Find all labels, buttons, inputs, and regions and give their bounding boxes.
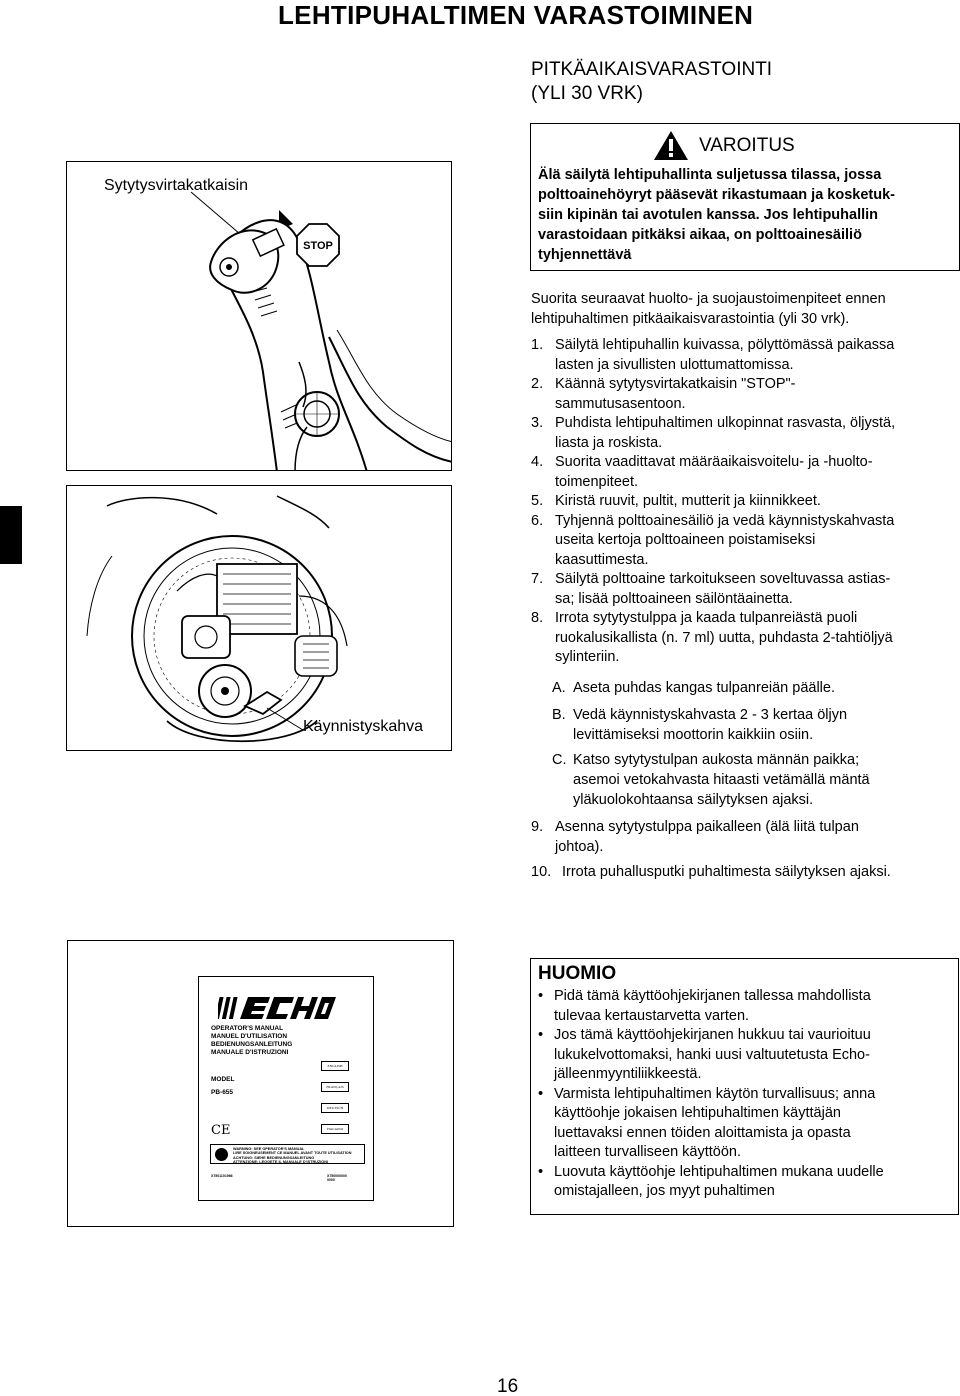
model-label: MODEL bbox=[211, 1076, 235, 1083]
step-line: Irrota sytytystulppa ja kaada tulpanreiästä puoli bbox=[555, 610, 858, 626]
step-item bbox=[531, 862, 960, 882]
language-tab: DEUTSCH bbox=[321, 1103, 349, 1113]
step-number: 3. bbox=[531, 415, 544, 431]
step-item bbox=[531, 512, 960, 571]
ce-mark: CE bbox=[211, 1123, 231, 1138]
step-line: sammutusasentoon. bbox=[555, 395, 686, 412]
step-text bbox=[555, 336, 960, 375]
warning-title: VAROITUS bbox=[699, 134, 795, 156]
warning-line: polttoainehöyryt pääsevät rikastumaan ja kosketuk- bbox=[538, 187, 895, 203]
step-number: 4. bbox=[531, 454, 544, 470]
substep-a bbox=[552, 678, 835, 698]
step-item bbox=[531, 609, 960, 668]
manual-warning-line: ACHTUNG: SIEHE BEDIENUNGSANLEITUNG bbox=[233, 1155, 315, 1160]
step-text bbox=[555, 817, 960, 857]
step-line: lasten ja sivullisten ulottumattomissa. bbox=[555, 356, 794, 373]
ignition-switch-label: Sytytysvirtakatkaisin bbox=[104, 177, 249, 194]
substep-b bbox=[552, 705, 847, 745]
bullet-icon: • bbox=[538, 988, 544, 1004]
step-item bbox=[531, 492, 960, 512]
manual-warning-line: WARNING: SEE OPERATOR'S MANUAL bbox=[233, 1147, 305, 1151]
note-item bbox=[538, 1163, 956, 1202]
stop-sign-text: STOP bbox=[303, 240, 333, 252]
note-item-text bbox=[554, 1026, 871, 1085]
manual-titles bbox=[211, 1025, 292, 1057]
note-item bbox=[538, 1026, 956, 1085]
note-item bbox=[538, 1085, 956, 1163]
language-tab: ITALIANO bbox=[321, 1124, 349, 1134]
model-number: PB-655 bbox=[211, 1089, 234, 1096]
read-manual-icon bbox=[215, 1148, 228, 1161]
substep-c bbox=[552, 750, 870, 810]
step-text bbox=[555, 375, 960, 414]
note-line: Luovuta käyttöohje lehtipuhaltimen mukana uudelle bbox=[554, 1163, 884, 1180]
note-line: Varmista lehtipuhaltimen käytön turvallisuus; anna bbox=[554, 1085, 876, 1102]
intro-line: lehtipuhaltimen pitkäaikaisvarastointia (yli 30 vrk). bbox=[531, 311, 850, 327]
step-line: Käännä sytytysvirtakatkaisin "STOP"- bbox=[555, 376, 796, 392]
step-9 bbox=[531, 817, 960, 857]
intro-line: Suorita seuraavat huolto- ja suojaustoimenpiteet ennen bbox=[531, 291, 886, 307]
note-line: tulevaa kertaustarvetta varten. bbox=[554, 1007, 750, 1024]
step-line: liasta ja roskista. bbox=[555, 434, 663, 451]
section-title-line: PITKÄAIKAISVARASTOINTI bbox=[531, 59, 773, 80]
manual-title-line: OPERATOR'S MANUAL bbox=[211, 1025, 284, 1032]
step-line: Puhdista lehtipuhaltimen ulkopinnat rasvasta, öljystä, bbox=[555, 415, 896, 431]
note-list bbox=[538, 987, 956, 1202]
step-item bbox=[531, 336, 960, 375]
step-number: 2. bbox=[531, 376, 544, 392]
step-text bbox=[555, 414, 960, 453]
note-box bbox=[530, 958, 959, 1215]
bullet-icon: • bbox=[538, 1027, 544, 1043]
manual-code-right bbox=[327, 1174, 347, 1182]
manual-cover-figure bbox=[67, 940, 454, 1227]
section-title bbox=[531, 58, 772, 106]
blower-engine-illustration bbox=[67, 486, 452, 751]
language-tab: ENGLISH bbox=[321, 1061, 349, 1071]
warning-line: Älä säilytä lehtipuhallinta suljetussa tilassa, jossa bbox=[538, 167, 882, 183]
intro-paragraph bbox=[531, 289, 957, 329]
manual-code-left: X7501101966 bbox=[211, 1174, 233, 1178]
step-number: 6. bbox=[531, 512, 544, 529]
echo-logo bbox=[218, 995, 336, 1021]
step-line: Tyhjennä polttoainesäiliö ja vedä käynnistyskahvasta bbox=[555, 512, 895, 529]
language-tab: FRANÇAIS bbox=[321, 1082, 349, 1092]
note-line: lukukelvottomaksi, hanki uusi valtuutetusta Echo- bbox=[554, 1046, 870, 1063]
step-line: sylinteriin. bbox=[555, 649, 620, 665]
step-number: 5. bbox=[531, 493, 544, 509]
warning-header bbox=[653, 130, 795, 161]
step-item bbox=[531, 453, 960, 492]
note-line: luettavaksi ennen töiden aloittamista ja opasta bbox=[554, 1124, 851, 1141]
step-number: 8. bbox=[531, 610, 544, 626]
step-line: Säilytä lehtipuhallin kuivassa, pölyttömässä paikassa bbox=[555, 337, 895, 353]
note-line: laitteen turvalliseen käyttöön. bbox=[554, 1144, 741, 1160]
warning-text bbox=[538, 165, 958, 265]
chapter-tab-marker bbox=[0, 506, 22, 564]
step-text bbox=[555, 512, 960, 571]
manual-title-line: BEDIENUNGSANLEITUNG bbox=[211, 1041, 293, 1048]
step-text bbox=[555, 492, 960, 512]
substep-line: Vedä käynnistyskahvasta 2 - 3 kertaa öljyn bbox=[573, 707, 848, 723]
manual-title-line: MANUEL D'UTILISATION bbox=[211, 1033, 288, 1040]
step-10 bbox=[531, 862, 960, 882]
starter-handle-label: Käynnistyskahva bbox=[303, 718, 424, 735]
substep-letter: C. bbox=[552, 752, 567, 768]
bullet-icon: • bbox=[538, 1085, 544, 1102]
note-title: HUOMIO bbox=[538, 963, 617, 984]
page-number: 16 bbox=[497, 1376, 519, 1396]
substep-line: Aseta puhdas kangas tulpanreiän päälle. bbox=[573, 680, 835, 696]
step-line: useita kertoja polttoaineen poistamiseksi bbox=[555, 532, 816, 548]
step-line: Kiristä ruuvit, pultit, mutterit ja kiinnikkeet. bbox=[555, 493, 821, 509]
manual-cover bbox=[198, 976, 374, 1201]
manual-warning-line: ATTENZIONE: LEGGETE IL MANUALE D'ISTRUZIONI bbox=[233, 1160, 329, 1165]
note-item-text bbox=[554, 1163, 884, 1202]
stop-sign-icon bbox=[295, 222, 341, 268]
step-line: kaasuttimesta. bbox=[555, 551, 649, 568]
manual-warning-line: LIRE SOIGNEUSEMENT CE MANUEL AVANT TOUTE UTILISATION bbox=[233, 1151, 352, 1156]
step-number: 1. bbox=[531, 337, 544, 353]
substep-line: asemoi vetokahvasta hitaasti vetämällä mäntä bbox=[573, 772, 870, 788]
manual-code-line: 0000 bbox=[327, 1178, 335, 1182]
step-line: Irrota puhallusputki puhaltimesta säilytyksen ajaksi. bbox=[562, 864, 891, 880]
ignition-switch-figure bbox=[66, 161, 452, 471]
step-list bbox=[531, 336, 960, 668]
note-line: omistajalleen, jos myyt puhaltimen bbox=[554, 1183, 775, 1199]
note-line: jälleenmyyntiliikkeestä. bbox=[554, 1066, 702, 1082]
section-title-line: (YLI 30 VRK) bbox=[531, 83, 643, 104]
note-item-text bbox=[554, 987, 871, 1026]
step-item bbox=[531, 375, 960, 414]
step-number: 7. bbox=[531, 571, 544, 587]
manual-code-line: X750000000 bbox=[327, 1174, 347, 1178]
warning-line: siin kipinän tai avotulen kanssa. Jos lehtipuhallin bbox=[538, 207, 879, 223]
note-line: Jos tämä käyttöohjekirjanen hukkuu tai vaurioituu bbox=[554, 1027, 871, 1043]
substep-letter: B. bbox=[552, 707, 566, 723]
step-line: Suorita vaadittavat määräaikaisvoitelu- ja -huolto- bbox=[555, 454, 873, 470]
step-text bbox=[555, 609, 960, 668]
step-item bbox=[531, 570, 960, 609]
substep-line: levittämiseksi moottorin kaikkiin osiin. bbox=[573, 727, 814, 743]
manual-model bbox=[211, 1075, 234, 1098]
note-line: käyttöohje jokaisen lehtipuhaltimen käyttäjän bbox=[554, 1105, 841, 1121]
warning-line: varastoidaan pitkäksi aikaa, on polttoainesäiliö bbox=[538, 227, 862, 243]
step-line: Säilytä polttoaine tarkoitukseen soveltuvassa astias- bbox=[555, 571, 891, 587]
substep-letter: A. bbox=[552, 680, 566, 696]
note-item bbox=[538, 987, 956, 1026]
step-line: sa; lisää polttoaineen säilöntäainetta. bbox=[555, 590, 793, 607]
warning-triangle-icon bbox=[653, 130, 689, 161]
step-text bbox=[555, 570, 960, 609]
page-title: LEHTIPUHALTIMEN VARASTOIMINEN bbox=[278, 0, 754, 30]
step-line: ruokalusikallista (n. 7 ml) uutta, puhdasta 2-tahtiöljyä bbox=[555, 629, 893, 646]
starter-handle-figure bbox=[66, 485, 452, 751]
step-item bbox=[531, 414, 960, 453]
note-item-text bbox=[554, 1085, 875, 1163]
manual-warning-text bbox=[233, 1147, 351, 1165]
warning-line: tyhjennettävä bbox=[538, 247, 632, 263]
substep-line: yläkuolokohtaansa säilytyksen ajaksi. bbox=[573, 792, 814, 808]
manual-warning-box bbox=[210, 1144, 365, 1164]
note-line: Pidä tämä käyttöohjekirjanen tallessa mahdollista bbox=[554, 988, 871, 1004]
step-line: Asenna sytytystulppa paikalleen (älä liitä tulpan bbox=[555, 819, 859, 835]
step-text bbox=[562, 862, 960, 882]
blower-handle-illustration bbox=[67, 162, 452, 471]
step-line: toimenpiteet. bbox=[555, 473, 639, 490]
step-number: 9. bbox=[531, 819, 544, 835]
bullet-icon: • bbox=[538, 1163, 544, 1180]
step-text bbox=[555, 453, 960, 492]
warning-box bbox=[530, 123, 960, 271]
step-line: johtoa). bbox=[555, 839, 604, 855]
step-number: 10. bbox=[531, 864, 552, 880]
substep-line: Katso sytytystulpan aukosta männän paikka; bbox=[573, 752, 860, 768]
manual-title-line: MANUALE D'ISTRUZIONI bbox=[211, 1049, 289, 1056]
step-item bbox=[531, 817, 960, 857]
